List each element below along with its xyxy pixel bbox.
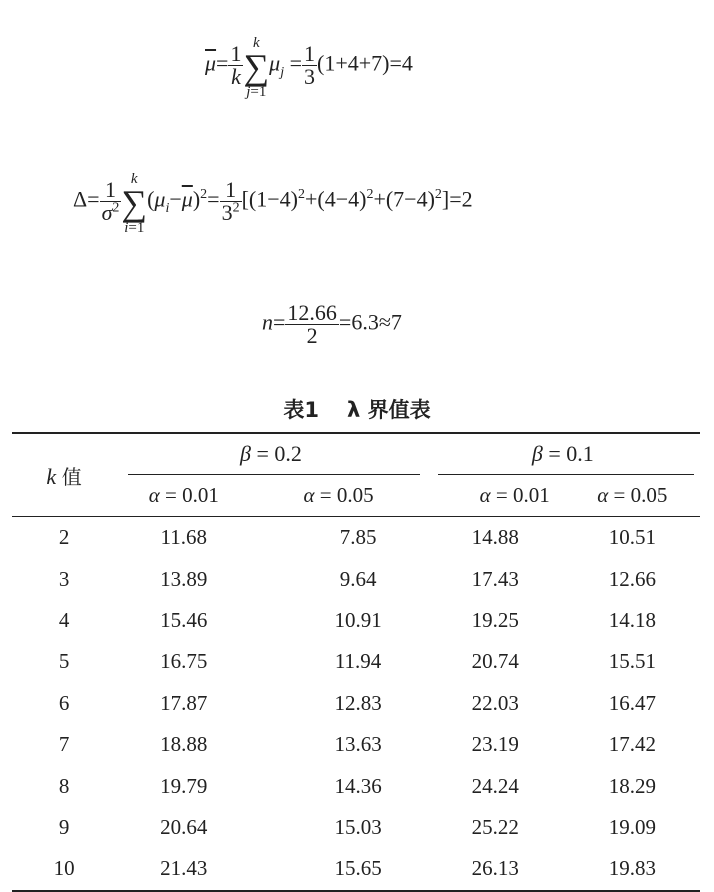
frac-denominator xyxy=(220,201,242,224)
caption-label: 表1 xyxy=(283,398,319,422)
den-exponent: 2 xyxy=(232,200,240,216)
alpha-value: = 0.01 xyxy=(490,482,550,507)
expr-part-a: [(1−4) xyxy=(241,186,298,212)
beta-value: = 0.1 xyxy=(542,441,594,466)
lambda-value-cell: 10.51 xyxy=(608,525,656,550)
alpha-header-4 xyxy=(565,474,700,517)
lambda-value-cell: 15.03 xyxy=(334,814,382,839)
frac-numerator: 1 xyxy=(230,41,242,66)
alpha-value: = 0.01 xyxy=(159,482,219,507)
alpha-header-1 xyxy=(116,474,251,517)
table-row xyxy=(12,765,700,806)
lambda-value-cell: 12.66 xyxy=(608,566,656,591)
k-value-cell: 3 xyxy=(58,566,70,591)
sum-index-var: i xyxy=(124,220,129,236)
lambda-value-cell: 20.74 xyxy=(471,649,519,674)
term-mu: μ xyxy=(154,186,166,212)
table-row xyxy=(12,517,700,559)
k-value-cell: 9 xyxy=(58,814,70,839)
lambda-value-cell: 13.89 xyxy=(160,566,208,591)
expr-part-c-exp: 2 xyxy=(434,187,442,203)
lambda-value-cell: 14.36 xyxy=(334,773,382,798)
lambda-critical-value-table xyxy=(12,432,700,892)
n-fraction xyxy=(285,302,339,347)
alpha-symbol: α xyxy=(597,482,609,507)
table-row xyxy=(12,683,700,724)
expr-part-b-exp: 2 xyxy=(366,187,374,203)
expr-end: ]=2 xyxy=(441,186,473,212)
lambda-value-cell: 15.46 xyxy=(160,607,208,632)
alpha-value: = 0.05 xyxy=(314,482,374,507)
delta-equals-2: = xyxy=(207,186,220,212)
sum-lower-limit xyxy=(121,219,147,237)
alpha-symbol: α xyxy=(303,482,315,507)
lambda-value-cell: 15.65 xyxy=(251,848,425,890)
k-value-cell: 2 xyxy=(58,525,70,550)
beta-symbol: β xyxy=(531,441,543,466)
expr-part-a-exp: 2 xyxy=(297,187,305,203)
term-mu-bar: $\overline{\mu}$ xyxy=(181,186,193,212)
lambda-value-cell: 18.29 xyxy=(608,773,656,798)
table-body xyxy=(12,517,700,891)
sum-index-var: j xyxy=(246,84,251,100)
lambda-value-cell: 19.09 xyxy=(608,814,656,839)
lambda-value-cell: 19.79 xyxy=(160,773,208,798)
equation-delta xyxy=(73,166,473,237)
lambda-value-cell: 18.88 xyxy=(160,732,208,757)
lambda-value-cell: 23.19 xyxy=(471,732,519,757)
lambda-value-cell: 11.68 xyxy=(160,525,208,550)
lambda-value-cell: 7.85 xyxy=(339,525,377,550)
alpha-symbol: α xyxy=(148,482,160,507)
mean-summation xyxy=(243,36,269,101)
mean-equals: = xyxy=(216,50,229,76)
lambda-value-cell: 26.13 xyxy=(426,848,565,890)
lambda-value-cell: 19.25 xyxy=(471,607,519,632)
alpha-symbol: α xyxy=(479,482,491,507)
k-header-italic: k xyxy=(46,463,57,489)
sum-upper-limit: k xyxy=(252,35,260,51)
sum-index-start: =1 xyxy=(128,220,145,236)
k-value-cell: 8 xyxy=(58,773,70,798)
table-row xyxy=(12,558,700,599)
equation-n xyxy=(262,302,402,347)
n-var: n xyxy=(262,309,273,335)
mean-mu-bar: $\overline{\mu}$ xyxy=(205,50,217,76)
lambda-value-cell: 10.91 xyxy=(334,607,382,632)
mean-fraction-1-over-k xyxy=(228,43,243,88)
term-mu-sub: i xyxy=(165,200,170,216)
lambda-value-cell: 17.87 xyxy=(160,690,208,715)
table-row xyxy=(12,848,700,890)
lambda-value-cell: 21.43 xyxy=(116,848,251,890)
lambda-value-cell: 11.94 xyxy=(334,649,382,674)
term-exponent: 2 xyxy=(200,187,208,203)
frac-numerator: 1 xyxy=(104,177,116,202)
sigma-char: σ xyxy=(101,200,113,225)
n-equals: = xyxy=(273,309,286,335)
alpha-header-2 xyxy=(251,474,425,517)
frac-numerator: 1 xyxy=(225,177,237,202)
sum-index-start: =1 xyxy=(250,84,267,100)
k-value-cell: 5 xyxy=(58,649,70,674)
k-value-header xyxy=(12,433,116,517)
delta-fraction-1-over-sigma2 xyxy=(100,179,122,224)
frac-numerator: 1 xyxy=(304,41,315,66)
paren-close: ) xyxy=(192,186,201,212)
table-sub-header-row xyxy=(12,474,700,517)
alpha-value: = 0.05 xyxy=(608,482,668,507)
lambda-value-cell: 17.43 xyxy=(471,566,519,591)
beta-symbol: β xyxy=(239,441,251,466)
lambda-value-cell: 25.22 xyxy=(471,814,519,839)
sigma-exponent: 2 xyxy=(112,200,120,216)
mean-term-mu: μ xyxy=(269,50,281,76)
alpha-header-3 xyxy=(426,474,565,517)
frac-denominator: 3 xyxy=(304,64,315,89)
lambda-value-cell: 9.64 xyxy=(339,566,377,591)
lambda-value-cell: 15.51 xyxy=(608,649,656,674)
k-value-cell: 6 xyxy=(58,690,70,715)
beta-group-header-2 xyxy=(426,433,700,474)
mean-term-sub: j xyxy=(280,64,285,80)
table-row xyxy=(12,724,700,765)
expr-part-c: +(7−4) xyxy=(373,186,435,212)
sigma-symbol: ∑ xyxy=(121,183,148,223)
equation-mean xyxy=(205,30,413,101)
lambda-value-cell: 24.24 xyxy=(471,773,519,798)
expr-part-b: +(4−4) xyxy=(304,186,367,212)
beta-group-header-1 xyxy=(116,433,426,474)
sigma-symbol: ∑ xyxy=(243,47,270,87)
delta-summation xyxy=(121,172,147,237)
k-header-char: 值 xyxy=(61,464,82,489)
frac-numerator: 12.66 xyxy=(287,300,337,325)
table-row xyxy=(12,600,700,641)
frac-denominator: 2 xyxy=(285,324,339,347)
lambda-value-cell: 17.42 xyxy=(608,732,656,757)
delta-lhs: Δ= xyxy=(73,186,100,212)
term-minus: − xyxy=(169,186,182,212)
k-value-cell: 4 xyxy=(58,607,70,632)
lambda-value-cell: 14.18 xyxy=(608,607,656,632)
frac-denominator xyxy=(100,201,122,224)
group-underline xyxy=(128,474,420,475)
k-value-cell: 7 xyxy=(58,732,70,757)
mean-equals-2: = xyxy=(289,50,302,76)
lambda-value-cell: 16.47 xyxy=(608,690,656,715)
lambda-value-cell: 14.88 xyxy=(471,525,519,550)
den-base: 3 xyxy=(221,200,233,225)
mean-fraction-1-over-3 xyxy=(302,43,317,88)
beta-value: = 0.2 xyxy=(250,441,302,466)
frac-denominator: k xyxy=(228,65,243,88)
table-row xyxy=(12,641,700,682)
lambda-value-cell: 22.03 xyxy=(471,690,519,715)
mean-expression: (1+4+7)=4 xyxy=(317,50,413,76)
table-row xyxy=(12,807,700,848)
lambda-value-cell: 20.64 xyxy=(160,814,208,839)
caption-title: λ 界值表 xyxy=(347,398,431,422)
table-group-header-row xyxy=(12,433,700,474)
lambda-value-cell: 16.75 xyxy=(160,649,208,674)
sum-lower-limit xyxy=(243,83,269,101)
group-underline xyxy=(438,474,694,475)
k-value-cell: 10 xyxy=(12,848,116,890)
lambda-value-cell: 12.83 xyxy=(334,690,382,715)
delta-fraction-1-over-3sq xyxy=(220,179,242,224)
paren-open: ( xyxy=(147,186,155,212)
lambda-value-cell: 19.83 xyxy=(565,848,700,890)
lambda-value-cell: 13.63 xyxy=(334,732,382,757)
sum-upper-limit: k xyxy=(130,171,138,187)
table-caption xyxy=(0,394,714,424)
n-result: =6.3≈7 xyxy=(338,309,402,335)
